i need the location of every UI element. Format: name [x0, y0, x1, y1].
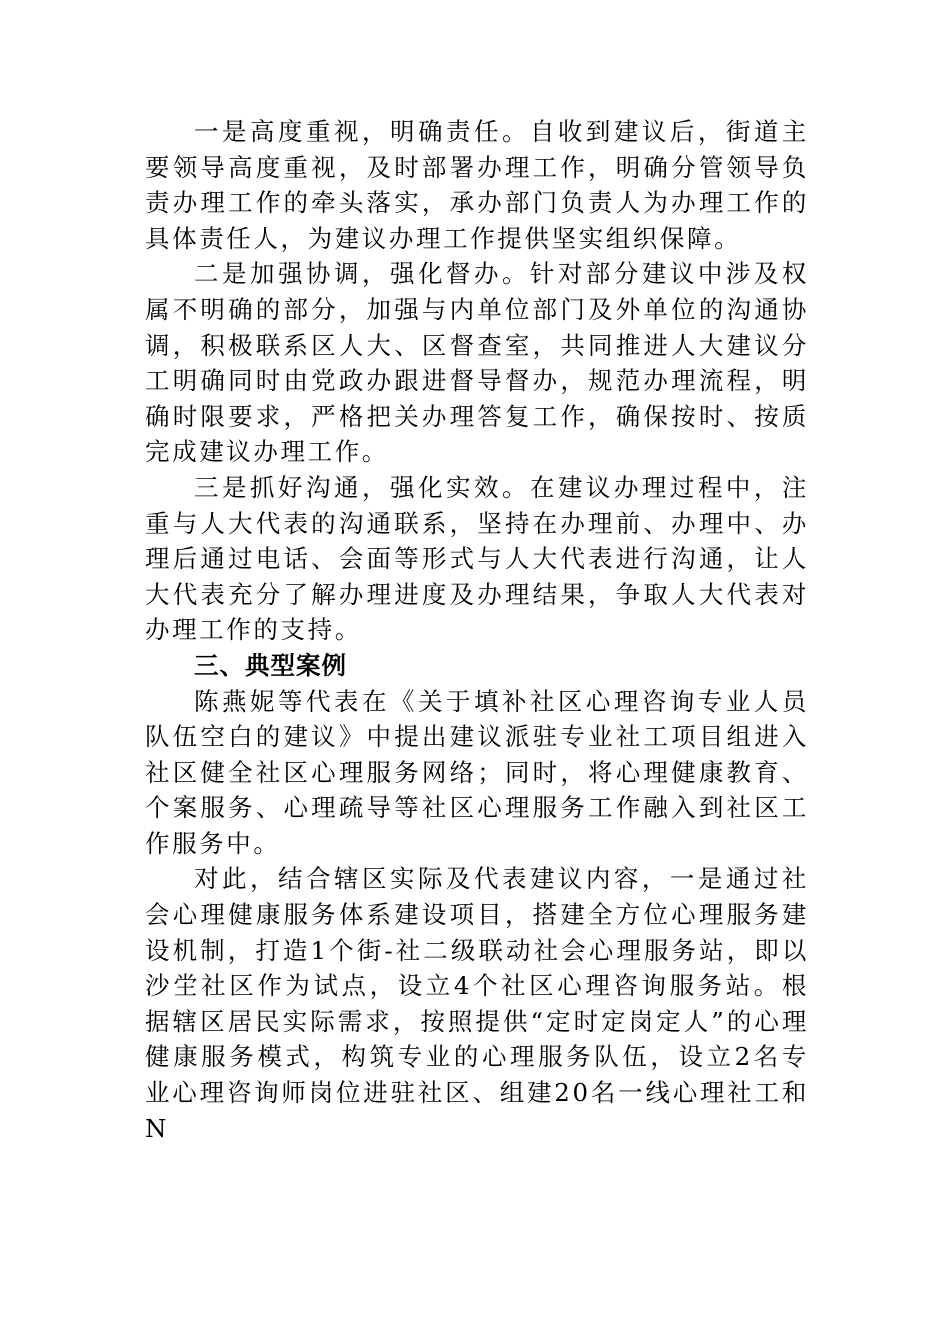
paragraph-5: 对此，结合辖区实际及代表建议内容，一是通过社会心理健康服务体系建设项目，搭建全方位心理服务建设机制，打造1个街-社二级联动社会心理服务站，即以沙坣社区作为试点，设立4个社区心理咨询服务站。根据辖区居民实际需求，按照提供“定时定岗定人”的心理健康服务模式，构筑专业的心理服务队伍，设立2名专业心理咨询师岗位进驻社区、组建20名一线心理社工和N — [145, 864, 809, 1143]
document-page — [145, 114, 809, 1146]
paragraph-2: 二是加强协调，强化督办。针对部分建议中涉及权属不明确的部分，加强与内单位部门及外单位的沟通协调，积极联系区人大、区督查室，共同推进人大建议分工明确同时由党政办跟进督导督办，规范办理流程，明确时限要求，严格把关办理答复工作，确保按时、按质完成建议办理工作。 — [145, 259, 809, 467]
paragraph-3: 三是抓好沟通，强化实效。在建议办理过程中，注重与人大代表的沟通联系，坚持在办理前、办理中、办理后通过电话、会面等形式与人大代表进行沟通，让人大代表充分了解办理进度及办理结果，争取人大代表对办理工作的支持。 — [145, 472, 809, 645]
paragraph-1: 一是高度重视，明确责任。自收到建议后，街道主要领导高度重视，及时部署办理工作，明确分管领导负责办理工作的牵头落实，承办部门负责人为办理工作的具体责任人，为建议办理工作提供坚实组织保障。 — [145, 117, 809, 253]
paragraph-4: 陈燕妮等代表在《关于填补社区心理咨询专业人员队伍空白的建议》中提出建议派驻专业社工项目组进入社区健全社区心理服务网络；同时，将心理健康教育、个案服务、心理疏导等社区心理服务工作融入到社区工作服务中。 — [145, 686, 809, 858]
section-heading: 三、典型案例 — [194, 650, 347, 680]
